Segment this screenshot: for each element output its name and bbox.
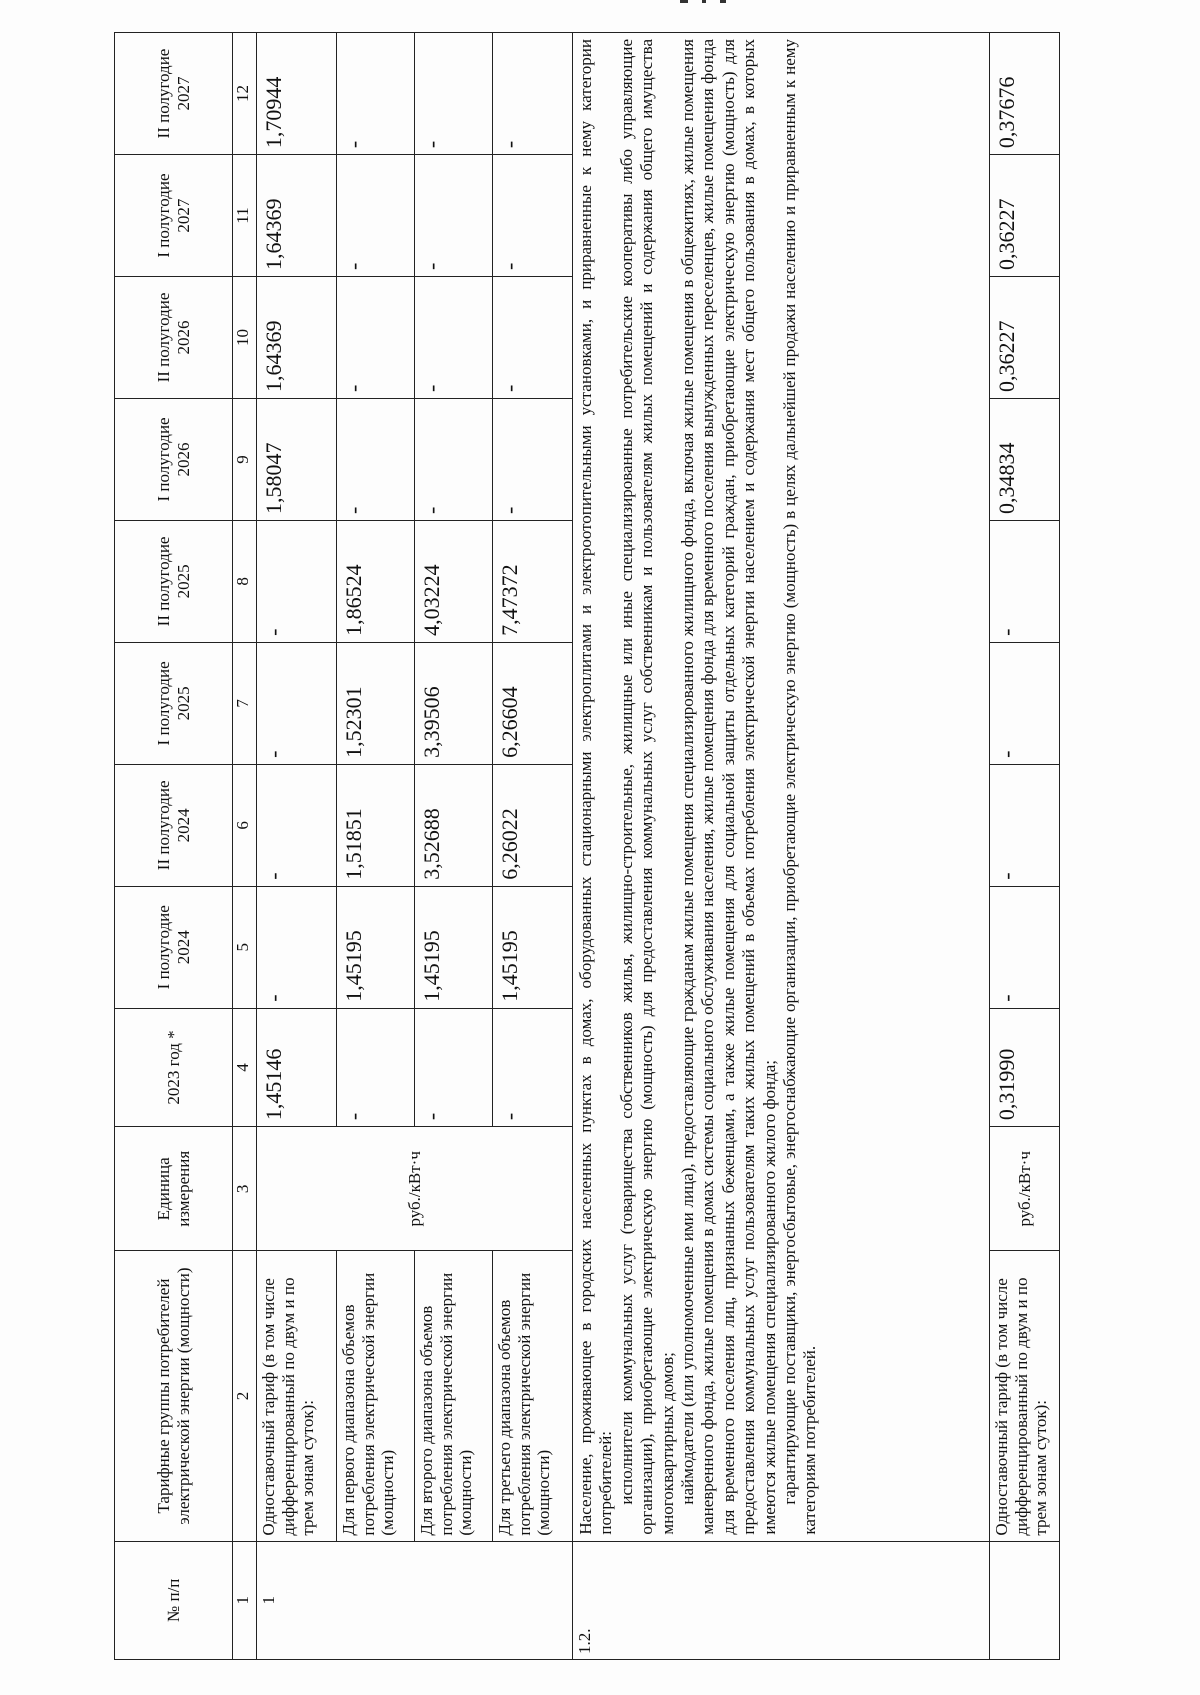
value-cell: 0,37676 — [990, 33, 1060, 155]
table-row — [337, 33, 415, 1660]
row-label: Одноставочный тариф (в том числе дифференцированный по двум и по трем зонам суток): — [990, 1251, 1060, 1541]
value-cell: - — [257, 886, 337, 1008]
header-h2-2024: II полугодие 2024 — [115, 764, 233, 886]
unit-cell: руб./кВт·ч — [990, 1127, 1060, 1251]
column-number-row — [233, 33, 257, 1660]
value-cell: - — [990, 520, 1060, 642]
header-row — [115, 33, 233, 1660]
header-h1-2024: I полугодие 2024 — [115, 886, 233, 1008]
value-cell: - — [493, 155, 573, 277]
header-h2-2026: II полугодие 2026 — [115, 277, 233, 399]
value-cell: - — [493, 33, 573, 155]
table-row — [990, 33, 1060, 1660]
col-number: 4 — [233, 1008, 257, 1126]
row-label: Для второго диапазона объемов потребления электрической энергии (мощности) — [415, 1251, 493, 1541]
page-mark — [680, 0, 740, 6]
rotated-table-container — [114, 32, 1060, 1660]
description-paragraph: наймодатели (или уполномоченные ими лица), предоставляющие гражданам жилые помещения специализированного жилищного фонда, включая жилые помещения в общежитиях, жилые помещения маневренного фонда, жилые помещения в домах системы социального обслуживания населения, жилые помещения фонда для временного поселения вынужденных переселенцев, жилые помещения фонда для временного поселения лиц, признанных беженцами, а также жилые помещения для социальной защиты отдельных категорий граждан, приобретающие электрическую энергию (мощность) для предоставления коммунальных услуг пользователям таких жилых помещений в объемах потребления электрической энергии населением и содержания мест общего пользования в домах, в которых имеются жилые помещения специализированного жилого фонда; — [677, 39, 779, 1535]
value-cell: 4,03224 — [415, 520, 493, 642]
value-cell: - — [337, 277, 415, 399]
header-h1-2025: I полугодие 2025 — [115, 642, 233, 764]
table-row — [257, 33, 337, 1660]
value-cell: - — [337, 1008, 415, 1126]
col-number: 10 — [233, 277, 257, 399]
col-number: 2 — [233, 1251, 257, 1541]
value-cell: - — [415, 277, 493, 399]
description-paragraph: гарантирующие поставщики, энергосбытовые, энергоснабжающие организации, приобретающие электрическую энергию (мощность) в целях дальнейшей продажи населению и приравненным к нему категориям потребителей. — [779, 39, 820, 1535]
value-cell: 0,31990 — [990, 1008, 1060, 1126]
value-cell: - — [493, 1008, 573, 1126]
col-number: 5 — [233, 886, 257, 1008]
value-cell: - — [415, 1008, 493, 1126]
row-number: 1 — [257, 1541, 573, 1659]
section-description-row — [573, 33, 990, 1660]
value-cell: 1,64369 — [257, 277, 337, 399]
col-number: 6 — [233, 764, 257, 886]
value-cell: 3,52688 — [415, 764, 493, 886]
value-cell: - — [257, 520, 337, 642]
value-cell: 1,70944 — [257, 33, 337, 155]
value-cell: 7,47372 — [493, 520, 573, 642]
value-cell: - — [493, 398, 573, 520]
table-row — [493, 33, 573, 1660]
value-cell: 1,45195 — [415, 886, 493, 1008]
unit-cell: руб./кВт·ч — [257, 1127, 573, 1251]
value-cell: - — [257, 642, 337, 764]
value-cell: 6,26022 — [493, 764, 573, 886]
value-cell: - — [337, 398, 415, 520]
value-cell: 1,51851 — [337, 764, 415, 886]
col-number: 11 — [233, 155, 257, 277]
row-label: Для первого диапазона объемов потребления электрической энергии (мощности) — [337, 1251, 415, 1541]
value-cell: 1,58047 — [257, 398, 337, 520]
tariff-table — [114, 32, 1060, 1660]
value-cell: - — [415, 398, 493, 520]
col-number: 3 — [233, 1127, 257, 1251]
header-2023: 2023 год * — [115, 1008, 233, 1126]
header-h2-2025: II полугодие 2025 — [115, 520, 233, 642]
value-cell: - — [415, 155, 493, 277]
value-cell: 3,39506 — [415, 642, 493, 764]
header-group: Тарифные группы потребителей электрической энергии (мощности) — [115, 1251, 233, 1541]
value-cell: 6,26604 — [493, 642, 573, 764]
header-h2-2027: II полугодие 2027 — [115, 33, 233, 155]
value-cell: 1,45146 — [257, 1008, 337, 1126]
value-cell: 0,36227 — [990, 277, 1060, 399]
value-cell: - — [493, 277, 573, 399]
col-number: 12 — [233, 33, 257, 155]
value-cell: 1,86524 — [337, 520, 415, 642]
value-cell: - — [337, 155, 415, 277]
value-cell: 0,36227 — [990, 155, 1060, 277]
section-description — [573, 33, 990, 1542]
value-cell: 1,64369 — [257, 155, 337, 277]
description-paragraph: Население, проживающее в городских населенных пунктах в домах, оборудованных стационарными электроплитами и электроотопительными установками, и приравненные к нему категории потребителей: — [576, 39, 616, 1535]
value-cell: 0,34834 — [990, 398, 1060, 520]
col-number: 8 — [233, 520, 257, 642]
col-number: 1 — [233, 1541, 257, 1659]
header-unit: Единица измерения — [115, 1127, 233, 1251]
value-cell: - — [990, 642, 1060, 764]
value-cell: 1,52301 — [337, 642, 415, 764]
table-row — [415, 33, 493, 1660]
value-cell: - — [990, 886, 1060, 1008]
header-h1-2027: I полугодие 2027 — [115, 155, 233, 277]
col-number: 7 — [233, 642, 257, 764]
header-h1-2026: I полугодие 2026 — [115, 398, 233, 520]
value-cell: - — [990, 764, 1060, 886]
description-paragraph: исполнители коммунальных услуг (товарищества собственников жилья, жилищно-строительные, жилищные или иные специализированные потребительские кооперативы либо управляющие организации), приобретающие электрическую энергию (мощность) для предоставления коммунальных услуг собственникам и пользователям жилых помещений и содержания общего имущества многоквартирных домов; — [616, 39, 677, 1535]
col-number: 9 — [233, 398, 257, 520]
value-cell: - — [257, 764, 337, 886]
value-cell: 1,45195 — [337, 886, 415, 1008]
header-num: № п/п — [115, 1541, 233, 1659]
value-cell: - — [415, 33, 493, 155]
section-number: 1.2. — [573, 1541, 990, 1659]
row-label: Для третьего диапазона объемов потребления электрической энергии (мощности) — [493, 1251, 573, 1541]
row-label: Одноставочный тариф (в том числе дифференцированный по двум и по трем зонам суток): — [257, 1251, 337, 1541]
value-cell: 1,45195 — [493, 886, 573, 1008]
row-number-empty — [990, 1541, 1060, 1659]
value-cell: - — [337, 33, 415, 155]
